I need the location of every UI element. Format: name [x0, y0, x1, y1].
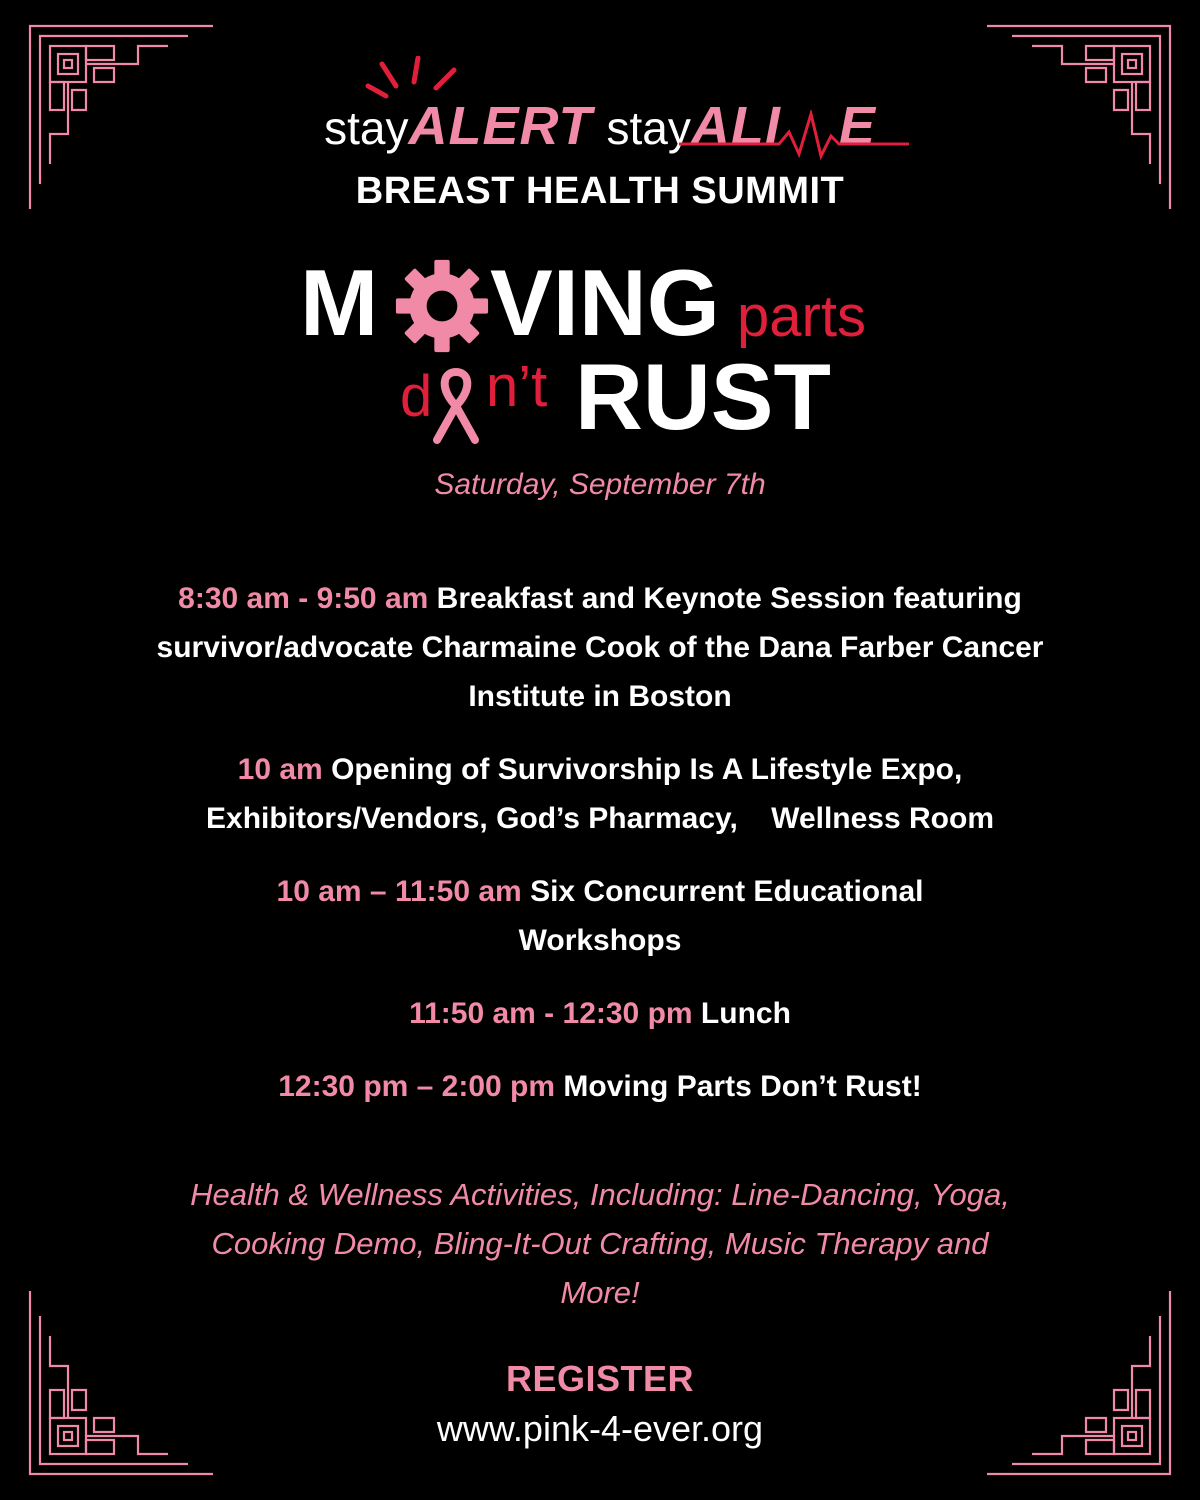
theme-rust: RUST [575, 344, 831, 449]
summit-title: BREAST HEALTH SUMMIT [355, 170, 845, 212]
theme-parts: parts [737, 284, 866, 349]
brand-stay-2: stay [606, 102, 691, 154]
brand-logo [0, 98, 1200, 156]
pink-ribbon-icon [425, 366, 487, 448]
theme-dont-d: d [400, 364, 433, 429]
gear-icon [394, 258, 490, 354]
agenda-time: 10 am [237, 753, 323, 786]
activities-text: Health & Wellness Activities, Including: Line-Dancing, Yoga, Cooking Demo, Bling-It-Out Crafting, Music Therapy and More! [190, 1177, 1010, 1310]
heartbeat-line-icon [679, 110, 909, 160]
agenda-time: 12:30 pm – 2:00 pm [278, 1070, 556, 1103]
register-url[interactable]: www.pink-4-ever.org [436, 1408, 764, 1449]
agenda-list [150, 574, 1050, 1135]
theme-moving-rest: VING [490, 250, 720, 355]
agenda-item [150, 867, 1050, 965]
agenda-time: 11:50 am - 12:30 pm [409, 997, 693, 1030]
theme-moving-m: M [300, 250, 379, 355]
register-label: REGISTER [505, 1358, 695, 1399]
agenda-item [150, 1062, 1050, 1111]
event-date: Saturday, September 7th [434, 468, 766, 501]
agenda-description: Lunch [700, 997, 791, 1030]
agenda-item [150, 574, 1050, 721]
agenda-description: Moving Parts Don’t Rust! [563, 1070, 922, 1103]
agenda-item [150, 745, 1050, 843]
agenda-time: 8:30 am - 9:50 am [178, 582, 429, 615]
agenda-description: Breakfast and Keynote Session featuring survivor/advocate Charmaine Cook of the Dana Farber Cancer Institute in Boston [156, 582, 1044, 713]
agenda-item [150, 989, 1050, 1038]
brand-alert: ALERT [408, 96, 593, 156]
brand-alive: ALI E [691, 98, 876, 154]
agenda-description: Opening of Survivorship Is A Lifestyle Expo, Exhibitors/Vendors, God’s Pharmacy, Wellness Room [206, 753, 994, 835]
theme-title-line-2 [0, 344, 1200, 450]
agenda-description: Six Concurrent Educational Workshops [518, 875, 924, 957]
brand-stay-1: stay [324, 102, 409, 154]
theme-dont-rest: n’t [486, 354, 548, 419]
agenda-time: 10 am – 11:50 am [276, 875, 522, 908]
